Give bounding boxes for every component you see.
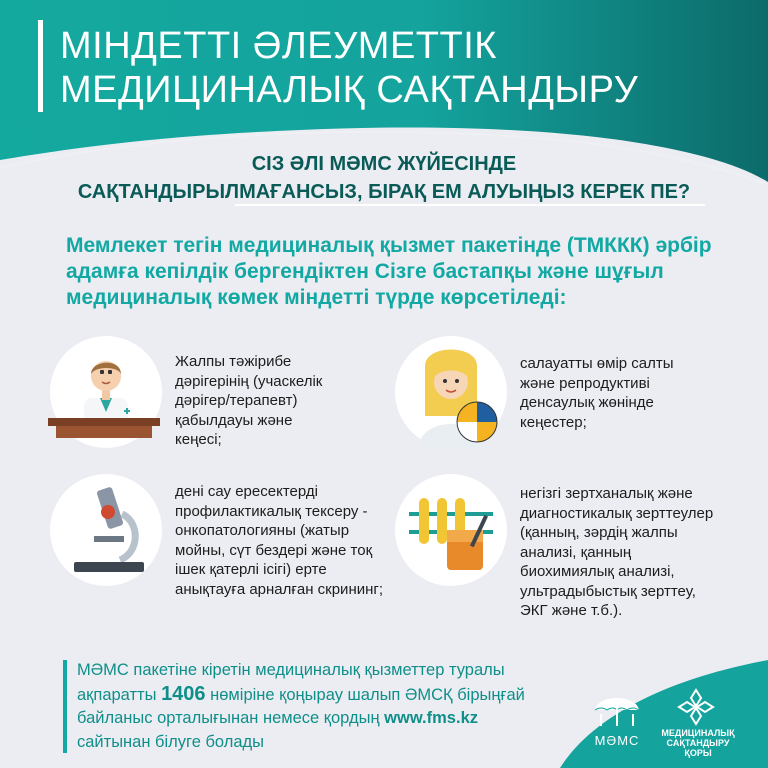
item-lab-diagnostics: негізгі зертханалық және диагностикалық зерттеулер (қанның, зәрдің жалпы анализі, қанның биохимиялық анализі, ультрадыбыстық зерттеу, ЭКГ және т.б.).: [520, 485, 714, 619]
doctor-desk: [48, 416, 160, 440]
item-screening: дені сау ересектерді профилактикалық тексеру - онкопатологияны (жатыр мойны, сүт бездері және тоқ ішек қатерлі ісігі) ерте анықтауға арналған скрининг;: [175, 483, 384, 598]
question-heading: [60, 150, 708, 206]
fund-logo-text: [656, 728, 740, 758]
footer-text-1: МӘМС пакетіне кіретін медициналық қызметтер туралы ақпаратты: [77, 661, 505, 704]
question-line-2: САҚТАНДЫРЫЛМАҒАНСЫЗ, БІРАҚ ЕМ АЛУЫҢЫЗ КЕРЕК ПЕ?: [77, 181, 691, 203]
item-lifestyle-advice: салауатты өмір салты және репродуктиві денсаулық жөнінде кеңестер;: [520, 355, 674, 431]
fund-name-line-3: ҚОРЫ: [684, 748, 712, 758]
mams-logo-label: МӘМС: [594, 733, 640, 748]
lab-tests-icon: [395, 474, 507, 586]
title-accent-bar: [38, 20, 43, 112]
footer-text-3: сайтынан білуге болады: [77, 732, 265, 751]
microscope-icon: [50, 474, 162, 586]
footer-accent-bar: [63, 660, 67, 753]
volleyball-icon: [455, 400, 499, 444]
website-link[interactable]: www.fms.kz: [384, 709, 478, 727]
footer-info: [77, 659, 547, 754]
fund-name-line-1: МЕДИЦИНАЛЫҚ: [661, 728, 735, 738]
umbrella-icon: [592, 688, 642, 730]
hotline-number: 1406: [161, 682, 206, 705]
page-title: [60, 24, 638, 112]
footer-text-2: нөміріне қоңырау шалып ӘМСҚ бірыңғай байланыс орталығынан немесе қордың: [77, 685, 525, 727]
fund-name-line-2: САҚТАНДЫРУ: [666, 738, 730, 748]
intro-text: Мемлекет тегін медициналық қызмет пакетінде (ТМККК) әрбір адамға кепілдік бергендіктен Сізге бастапқы және шұғыл медициналық көмек міндетті түрде көрсетіледі:: [66, 234, 712, 309]
question-underline: [235, 204, 705, 206]
question-line-1: СІЗ ӘЛІ МӘМС ЖҮЙЕСІНДЕ: [251, 153, 517, 175]
fund-logo-icon: [677, 688, 715, 726]
title-line-2: МЕДИЦИНАЛЫҚ САҚТАНДЫРУ: [60, 69, 639, 111]
item-gp-consultation: Жалпы тәжірибе дәрігерінің (учаскелік дәрігер/терапевт) қабылдауы және кеңесі;: [175, 353, 323, 448]
title-line-1: МІНДЕТТІ ӘЛЕУМЕТТІК: [60, 25, 497, 67]
